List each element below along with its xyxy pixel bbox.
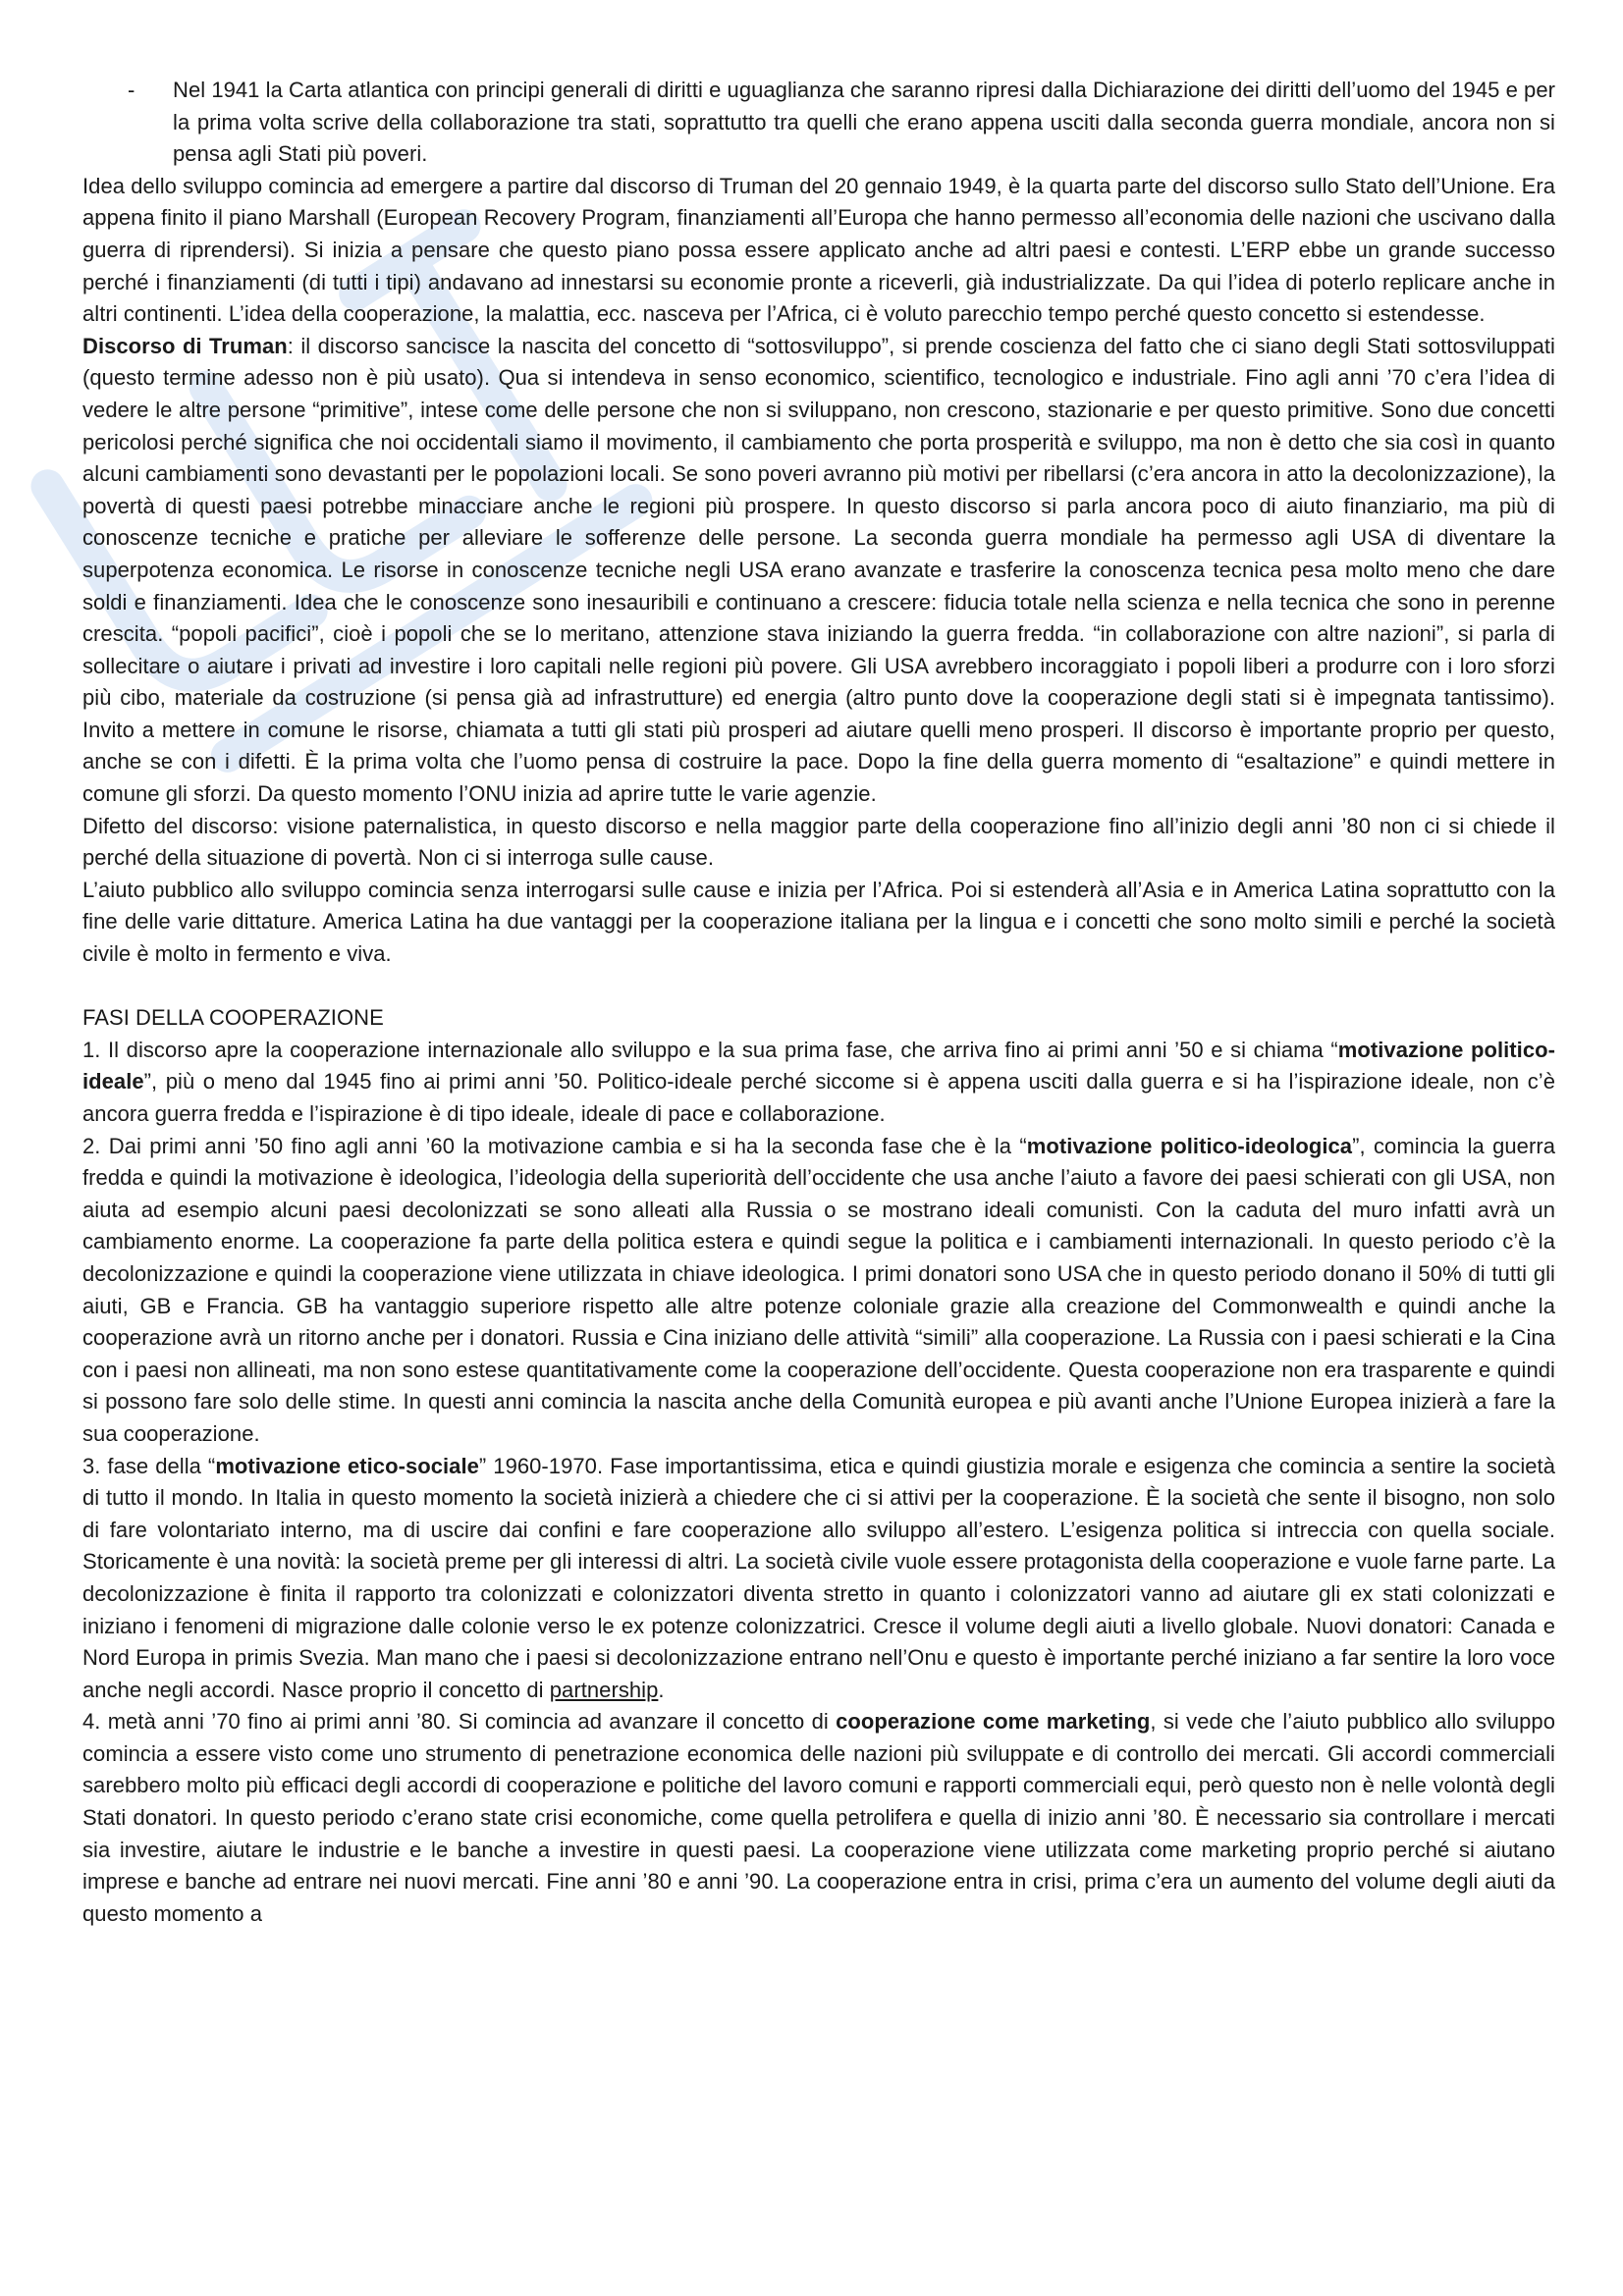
partnership-term: partnership: [549, 1677, 659, 1702]
phase-3: [82, 1451, 1555, 1707]
blank-line: [82, 971, 1555, 1003]
paragraph-aiuto: L’aiuto pubblico allo sviluppo comincia senza interrogarsi sulle cause e inizia per l’Africa. Poi si estenderà all’Asia e in America Latina soprattutto con la fine delle varie dittature. America Latina ha due vantaggi per la cooperazione italiana per la lingua e i concetti che sono molto simili e perché la società civile è molto in fermento e viva.: [82, 877, 1555, 967]
phase-4-text-end: , si vede che l’aiuto pubblico allo sviluppo comincia a essere visto come uno strumento di penetrazione economica delle nazioni più sviluppate e di controllo dei mercati. Gli accordi commerciali sarebbero molto più efficaci degli accordi di cooperazione e politiche del lavoro comuni e rapporti commerciali equi, però questo non è nelle volontà degli Stati donatori. In questo periodo c’erano state crisi economiche, come quella petrolifera e quella di inizio anni ’80. È necessario sia controllare i mercati sia investire, aiutare le industrie e le banche a investire in questi paesi. La cooperazione viene utilizzata come marketing proprio perché si aiutano imprese e banche ad entrare nei nuovi mercati. Fine anni ’80 e anni ’90. La cooperazione entra in crisi, prima c’era un aumento del volume degli aiuti da questo momento a: [82, 1709, 1556, 1926]
phase-3-text: 3. fase della “: [82, 1453, 216, 1478]
bullet-dash: -: [128, 78, 135, 102]
truman-body: : il discorso sancisce la nascita del concetto di “sottosviluppo”, si prende coscienza del fatto che ci siano degli Stati sottosviluppati (questo termine adesso non è più usato). Qua si intendeva in senso economico, scientifico, tecnologico e industriale. Fino agli anni ’70 c’era l’idea di vedere le altre persone “primitive”, intese come delle persone che non si sviluppano, non crescono, stazionarie e per questo primitive. Sono due concetti pericolosi perché significa che noi occidentali siamo il movimento, il cambiamento che porta prosperità e sviluppo, ma non è detto che sia così in quanto alcuni cambiamenti sono devastanti per le popolazioni locali. Se sono poveri avranno più motivi per ribellarsi (c’era ancora in atto la decolonizzazione), la povertà di questi paesi potrebbe minacciare anche le regioni più prospere. In questo discorso si parla ancora poco di aiuto finanziario, ma più di conoscenze tecniche e pratiche per alleviare le sofferenze delle persone. La seconda guerra mondiale ha permesso agli USA di diventare la superpotenza economica. Le risorse in conoscenze tecniche negli USA erano avanzate e trasferire la conoscenza tecnica pesa molto meno che dare soldi e finanziamenti. Idea che le conoscenze sono inesauribili e continuano a crescere: fiducia totale nella scienza e nella tecnica che sono in perenne crescita. “popoli pacifici”, cioè i popoli che se lo meritano, attenzione stava iniziando la guerra fredda. “in collaborazione con altre nazioni”, si parla di sollecitare o aiutare i privati ad investire i loro capitali nelle regioni più povere. Gli USA avrebbero incoraggiato i popoli liberi a produrre con i loro sforzi più cibo, materiale da costruzione (si pensa già ad infrastrutture) ed energia (altro punto dove la cooperazione degli stati si è impegnata tantissimo). Invito a mettere in comune le risorse, chiamata a tutti gli stati più prosperi ad aiutare quelli meno prosperi. Il discorso è importante proprio per questo, anche se con i difetti. È la prima volta che l’uomo pensa di costruire la pace. Dopo la fine della guerra momento di “esaltazione” e quindi mettere in comune gli sforzi. Da questo momento l’ONU inizia ad aprire tutte le varie agenzie.: [82, 333, 1555, 807]
paragraph-difetto: Difetto del discorso: visione paternalistica, in questo discorso e nella maggior parte della cooperazione fino all’inizio degli anni ’80 non ci si chiede il perché della situazione di povertà. Non ci si interroga sulle cause.: [82, 813, 1555, 871]
phase-2-text-end: ”, comincia la guerra fredda e quindi la motivazione è ideologica, l’ideologia della superiorità dell’occidente che usa anche l’aiuto a favore dei paesi schierati con gli USA, non aiuta ad esempio alcuni paesi decolonizzati se sono alleati alla Russia o se mostrano ideali comunisti. Con la caduta del muro infatti avrà un cambiamento enorme. La cooperazione fa parte della politica estera e quindi segue la politica e i cambiamenti internazionali. In questo periodo c’è la decolonizzazione e quindi la cooperazione viene utilizzata in chiave ideologica. I primi donatori sono USA che in questo periodo donano il 50% di tutti gli aiuti, GB e Francia. GB ha vantaggio superiore rispetto alle altre potenze coloniale grazie alla creazione del Commonwealth e quindi anche la cooperazione avrà un ritorno anche per i donatori. Russia e Cina iniziano delle attività “simili” alla cooperazione. La Russia con i paesi schierati e la Cina con i paesi non allineati, ma non sono estese quantitativamente come la cooperazione dell’occidente. Questa cooperazione non era trasparente e quindi si possono fare solo delle stime. In questi anni comincia la nascita anche della Comunità europea e più avanti anche l’Unione Europea inizierà a fare la sua cooperazione.: [82, 1133, 1555, 1446]
phase-2-term: motivazione politico-ideologica: [1026, 1133, 1353, 1158]
phase-3-text-end: ” 1960-1970. Fase importantissima, etica e quindi giustizia morale e esigenza che comincia a sentire la società di tutto il mondo. In Italia in questo momento la società inizierà a chiedere che ci si attivi per la cooperazione. È la società che sente il bisogno, non solo di fare volontariato interno, ma di uscire dai confini e fare cooperazione allo sviluppo all’estero. L’esigenza politica si intreccia con quella sociale. Storicamente è una novità: la società preme per gli interessi di altri. La società civile vuole essere protagonista della cooperazione e vuole farne parte. La decolonizzazione è finita il rapporto tra colonizzati e colonizzatori diventa stretto in quanto i colonizzatori vanno ad aiutare gli ex stati colonizzati e iniziano i fenomeni di migrazione dalle colonie verso le ex potenze colonizzatrici. Cresce il volume degli aiuti a livello globale. Nuovi donatori: Canada e Nord Europa in primis Svezia. Man mano che i paesi si decolonizzazione entrano nell’Onu e questo è importante perché iniziano a far sentire la loro voce anche negli accordi. Nasce proprio il concetto di: [82, 1453, 1556, 1702]
phase-4: [82, 1706, 1555, 1930]
phase-3-period: .: [658, 1677, 665, 1702]
phase-1-term: motivazione politico-ideale: [82, 1037, 1555, 1095]
bullet-paragraph: [82, 75, 1555, 171]
phase-2: [82, 1131, 1555, 1451]
phase-3-term: motivazione etico-sociale: [215, 1453, 479, 1478]
truman-heading: Discorso di Truman: [82, 333, 288, 358]
phase-4-text: 4. metà anni ’70 fino ai primi anni ’80. Si comincia ad avanzare il concetto di: [82, 1709, 837, 1735]
paragraph-truman: [82, 331, 1555, 811]
phase-1: [82, 1035, 1555, 1131]
document-body: [82, 75, 1555, 1930]
section-heading-fasi: FASI DELLA COOPERAZIONE: [82, 1005, 384, 1031]
phase-4-term: cooperazione come marketing: [836, 1709, 1151, 1735]
bullet-text: Nel 1941 la Carta atlantica con principi generali di diritti e uguaglianza che saranno ripresi dalla Dichiarazione dei diritti dell’uomo del 1945 e per la prima volta scrive della collaborazione tra stati, soprattutto tra quelli che erano appena usciti dalla seconda guerra mondiale, ancora non si pensa agli Stati più poveri.: [173, 78, 1555, 167]
phase-2-text: 2. Dai primi anni ’50 fino agli anni ’60 la motivazione cambia e si ha la seconda fase che è la “: [82, 1133, 1027, 1158]
phase-1-text-end: ”, più o meno dal 1945 fino ai primi anni ’50. Politico-ideale perché siccome si è appena usciti dalla guerra e si ha l’ispirazione ideale, non c’è ancora guerra fredda e l’ispirazione è di tipo ideale, ideale di pace e collaborazione.: [82, 1069, 1555, 1126]
paragraph-sviluppo: Idea dello sviluppo comincia ad emergere a partire dal discorso di Truman del 20 gennaio 1949, è la quarta parte del discorso sullo Stato dell’Unione. Era appena finito il piano Marshall (European Recovery Program, finanziamenti all’Europa che hanno permesso all’economia delle nazioni che uscivano dalla guerra di riprendersi). Si inizia a pensare che questo piano possa essere applicato anche ad altri paesi e contesti. L’ERP ebbe un grande successo perché i finanziamenti (di tutti i tipi) andavano ad innestarsi su economie pronte a riceverli, già industrializzate. Da qui l’idea di poterlo replicare anche in altri continenti. L’idea della cooperazione, la malattia, ecc. nasceva per l’Africa, ci è voluto parecchio tempo perché questo concetto si estendesse.: [82, 173, 1555, 327]
phase-1-text: 1. Il discorso apre la cooperazione internazionale allo sviluppo e la sua prima fase, che arriva fino ai primi anni ’50 e si chiama “: [82, 1037, 1338, 1062]
